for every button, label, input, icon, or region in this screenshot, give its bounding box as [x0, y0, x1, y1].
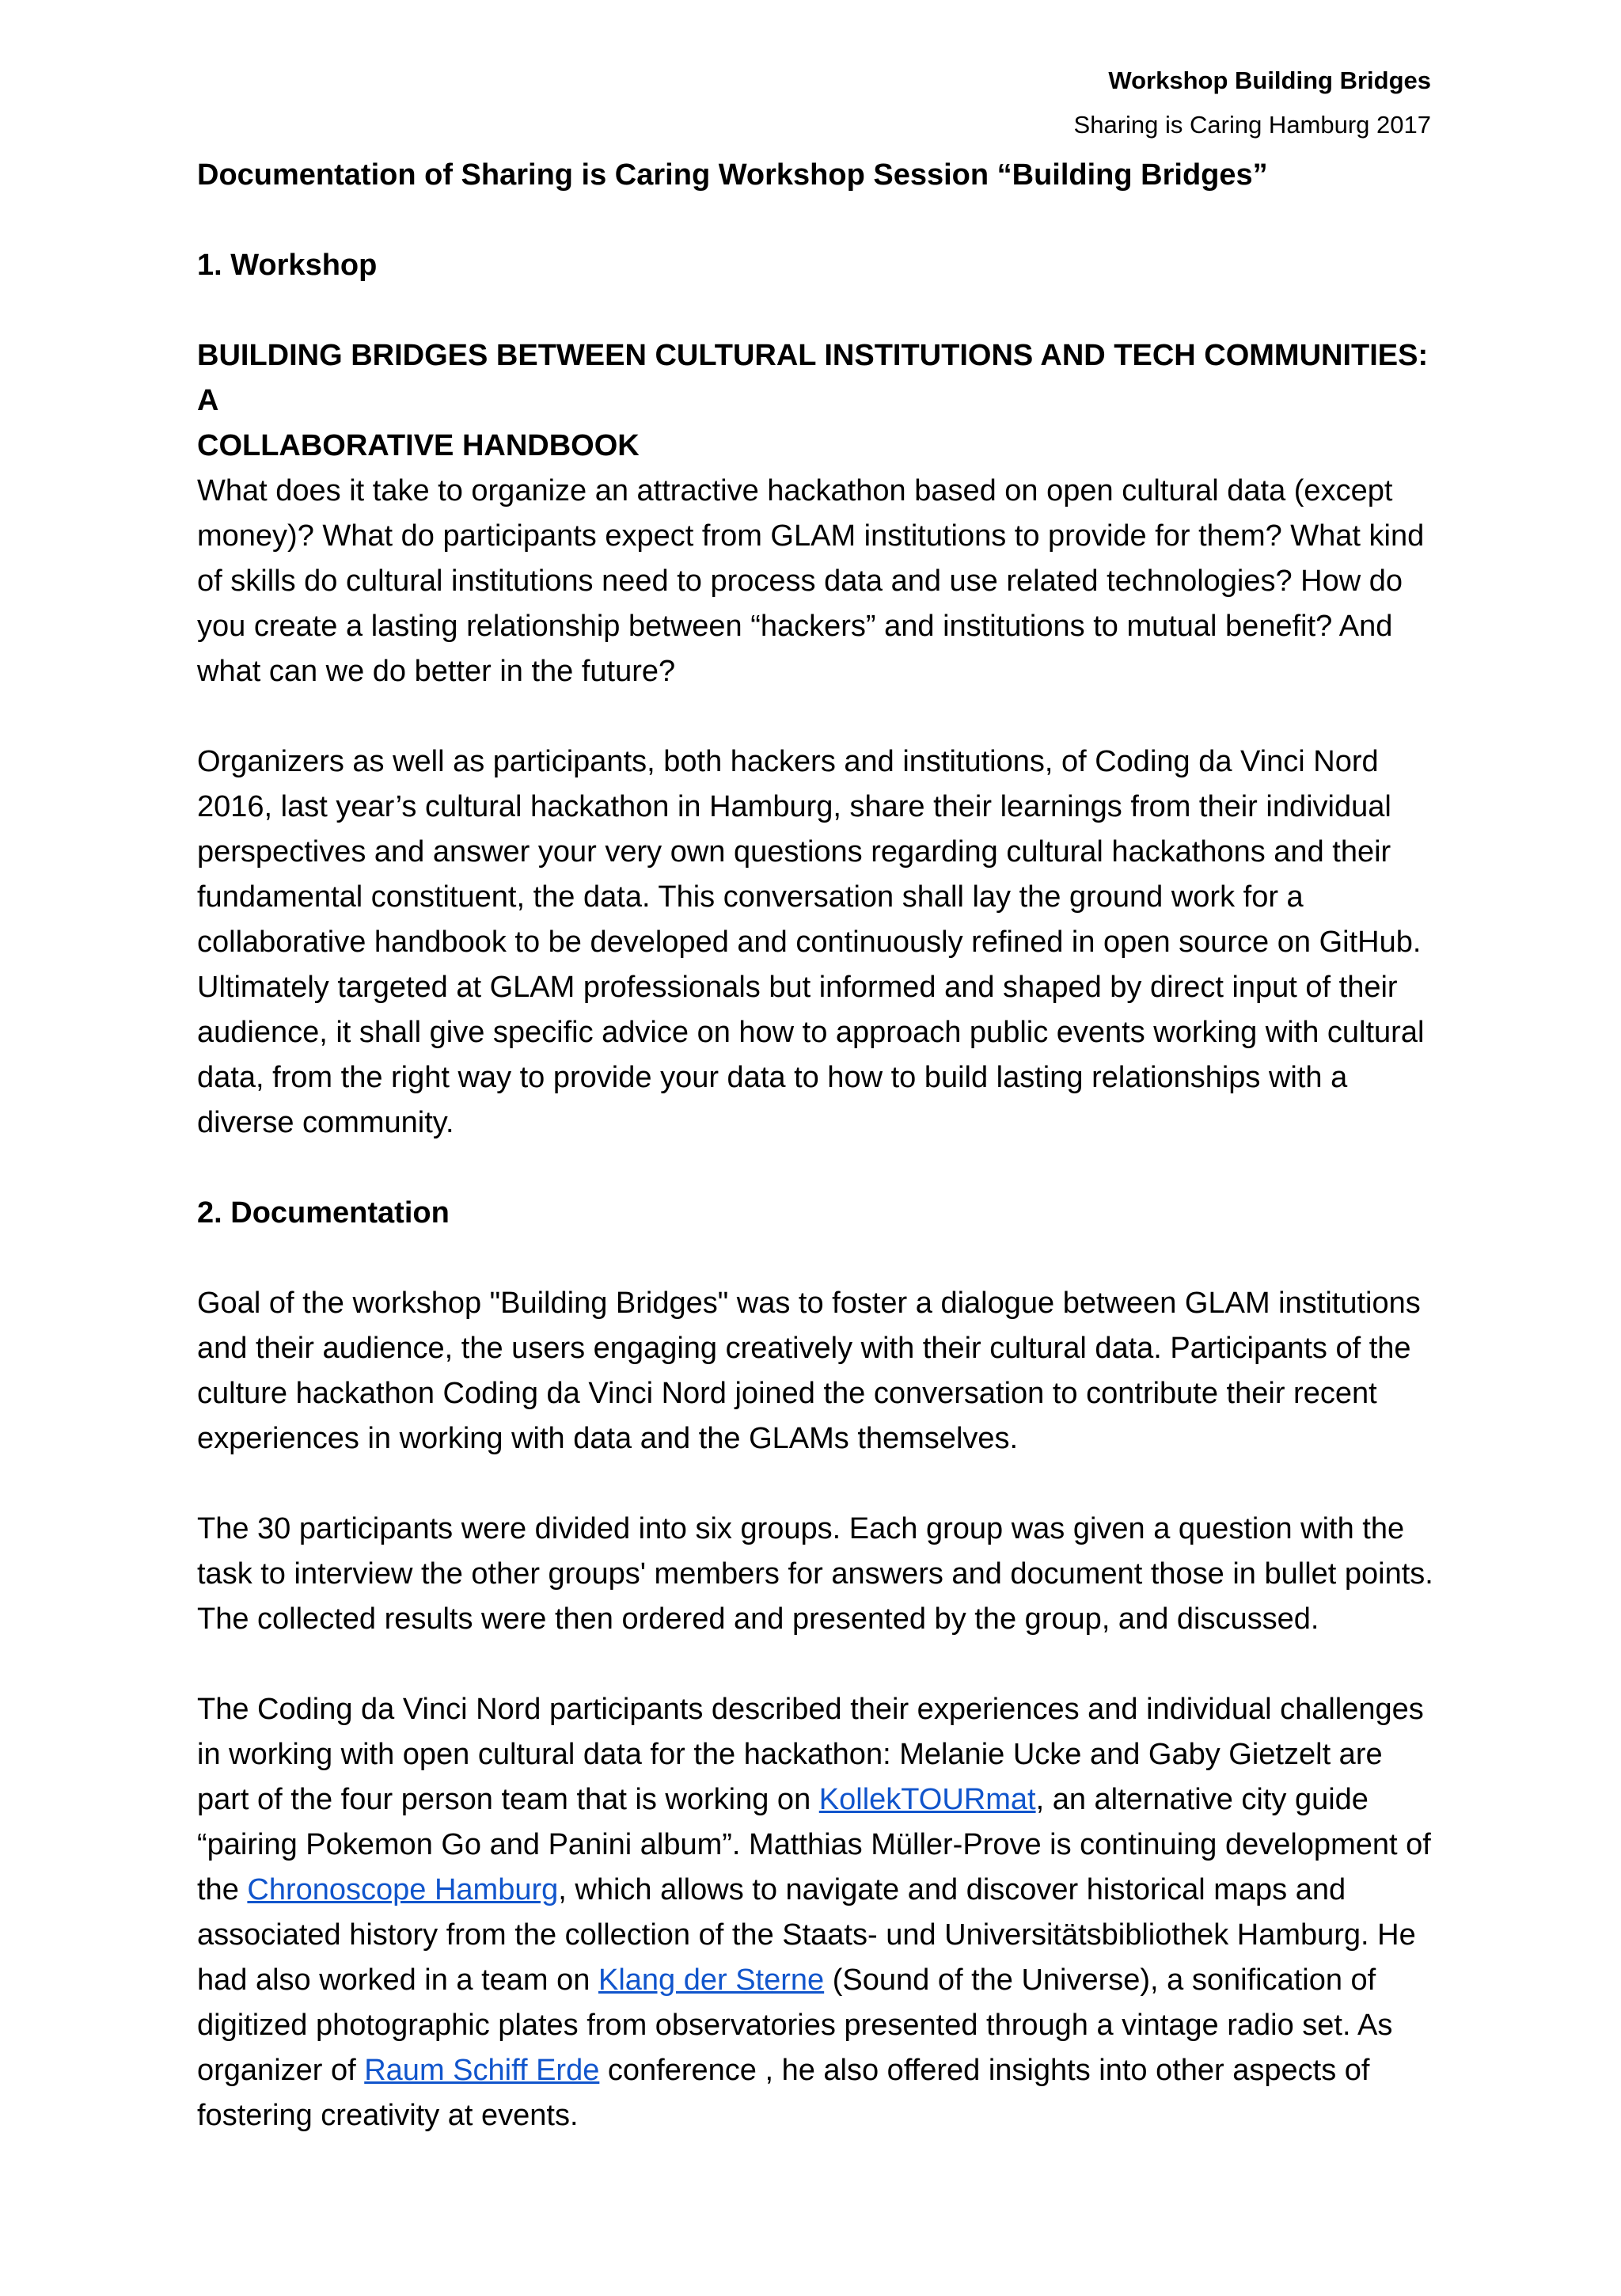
paragraph-text: conference , he also offered insights into other aspects of fostering creativity at events.	[197, 2054, 1370, 2132]
page-header	[1074, 59, 1431, 147]
klang-der-sterne-link[interactable]: Klang der Sterne	[598, 1963, 825, 1997]
chronoscope-hamburg-link[interactable]: Chronoscope Hamburg	[247, 1873, 559, 1906]
section-1-heading: 1. Workshop	[197, 249, 378, 282]
section-2-paragraph-1: Goal of the workshop "Building Bridges" was to foster a dialogue between GLAM institutions and their audience, the users engaging creatively with their cultural data. Participants of the culture hackathon Coding da Vinci Nord joined the conversation to contribute their recent experiences in working with data and the GLAMs themselves.	[197, 1287, 1421, 1455]
paragraph-text: The Coding da Vinci Nord participants described their experiences and individual challenges in working with open cultural data for the hackathon: Melanie Ucke and Gaby Gietzelt are part of the four person team that is working on	[197, 1693, 1424, 1816]
header-title: Workshop Building Bridges	[1108, 67, 1431, 94]
raum-schiff-erde-link[interactable]: Raum Schiff Erde	[364, 2054, 600, 2087]
kollektourmat-link[interactable]: KollekTOURmat	[818, 1783, 1036, 1816]
document-body	[197, 153, 1440, 2184]
subheading-line-2: COLLABORATIVE HANDBOOK	[197, 429, 640, 462]
section-1-paragraph-1: What does it take to organize an attractive hackathon based on open cultural data (except money)? What do participants expect from GLAM institutions to provide for them? What kind of skills do cultural institutions need to process data and use related technologies? How do you create a lasting relationship between “hackers” and institutions to mutual benefit? And what can we do better in the future?	[197, 474, 1425, 688]
paragraph-text: , which allows to navigate and discover historical maps and associated history from the collection of the Staats- und Universitätsbibliothek Hamburg. He had also worked in a team on	[197, 1873, 1416, 1997]
section-1-paragraph-2: Organizers as well as participants, both hackers and institutions, of Coding da Vinci Nord 2016, last year’s cultural hackathon in Hamburg, share their learnings from their individual perspectives and answer your very own questions regarding cultural hackathons and their fundamental constituent, the data. This conversation shall lay the ground work for a collaborative handbook to be developed and continuously refined in open source on GitHub. Ultimately targeted at GLAM professionals but informed and shaped by direct input of their audience, it shall give specific advice on how to approach public events working with cultural data, from the right way to provide your data to how to build lasting relationships with a diverse community.	[197, 745, 1425, 1139]
header-subtitle: Sharing is Caring Hamburg 2017	[1073, 111, 1431, 139]
paragraph-text: , an alternative city guide “pairing Pokemon Go and Panini album”. Matthias Müller-Prove is continuing development of the	[197, 1783, 1431, 1906]
subheading-line-1: BUILDING BRIDGES BETWEEN CULTURAL INSTITUTIONS AND TECH COMMUNITIES: A	[197, 339, 1429, 417]
paragraph-text: (Sound of the Universe), a sonification of digitized photographic plates from observatories presented through a vintage radio set. As organizer of	[197, 1963, 1393, 2087]
section-2-paragraph-3	[197, 1687, 1440, 2138]
section-1-subheading	[197, 333, 1440, 469]
section-2-heading: 2. Documentation	[197, 1196, 450, 1230]
document-title: Documentation of Sharing is Caring Workshop Session “Building Bridges”	[197, 158, 1268, 192]
section-2-paragraph-2: The 30 participants were divided into six groups. Each group was given a question with the task to interview the other groups' members for answers and document those in bullet points. The collected results were then ordered and presented by the group, and discussed.	[197, 1512, 1433, 1636]
